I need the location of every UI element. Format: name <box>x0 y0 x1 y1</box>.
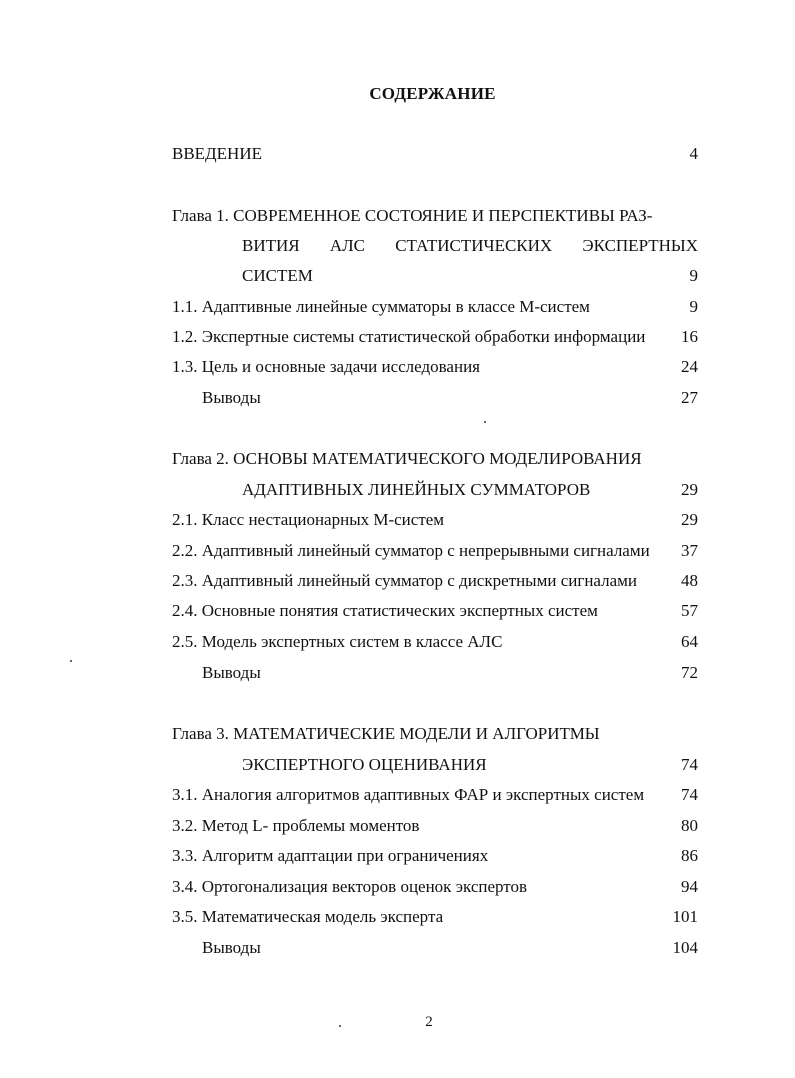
chapter-3-title-part-2: ЭКСПЕРТНОГО ОЦЕНИВАНИЯ <box>242 755 487 774</box>
toc-entry-2-2 <box>172 539 698 563</box>
chapter-3-title-part-1: Глава 3. МАТЕМАТИЧЕСКИЕ МОДЕЛИ И АЛГОРИТМЫ <box>172 724 600 743</box>
toc-page-number: 29 <box>681 480 698 499</box>
toc-entry-chapter-2-conclusions <box>172 661 698 685</box>
toc-entry-label: 3.3. Алгоритм адаптации при ограничениях <box>172 846 489 865</box>
toc-entry-2-1 <box>172 508 698 532</box>
toc-entry-1-2 <box>172 325 698 349</box>
toc-entry-chapter-1-conclusions <box>172 386 698 410</box>
toc-entry-label: 2.4. Основные понятия статистических экспертных систем <box>172 601 598 620</box>
chapter-1-heading-line-2 <box>172 234 698 258</box>
chapter-2-title-part-1: Глава 2. ОСНОВЫ МАТЕМАТИЧЕСКОГО МОДЕЛИРОВАНИЯ <box>172 449 642 468</box>
toc-entry-1-3 <box>172 355 698 379</box>
chapter-1-heading-line-3 <box>172 264 698 288</box>
toc-page-number: 104 <box>672 938 698 957</box>
chapter-3-heading-line-1 <box>172 722 698 746</box>
toc-entry-label: 2.1. Класс нестационарных М-систем <box>172 510 445 529</box>
toc-entry-label: ВВЕДЕНИЕ <box>172 144 262 163</box>
toc-entry-3-2 <box>172 814 698 838</box>
toc-page-number: 29 <box>681 510 698 529</box>
toc-page-number: 72 <box>681 663 698 682</box>
toc-page-number: 101 <box>672 907 698 926</box>
scan-speck <box>484 421 486 423</box>
scan-speck <box>70 660 72 662</box>
toc-page-number: 16 <box>681 327 698 346</box>
toc-entry-2-4 <box>172 599 698 623</box>
chapter-1-heading-line-1 <box>172 204 700 228</box>
chapter-1-title-part-3: СИСТЕМ <box>242 266 313 285</box>
toc-entry-3-3 <box>172 844 698 868</box>
toc-page-number: 4 <box>689 144 698 163</box>
toc-entry-3-5 <box>172 905 698 929</box>
chapter-3-heading-line-2 <box>172 753 698 777</box>
page-number: 2 <box>425 1014 433 1030</box>
toc-page-number: 57 <box>681 601 698 620</box>
toc-page-number: 27 <box>681 388 698 407</box>
toc-page-number: 64 <box>681 632 698 651</box>
toc-entry-label: Выводы <box>202 388 261 407</box>
chapter-2-heading-line-2 <box>172 478 698 502</box>
toc-entry-2-5 <box>172 630 698 654</box>
toc-entry-label: 1.1. Адаптивные линейные сумматоры в классе М-систем <box>172 297 590 316</box>
toc-entry-label: Выводы <box>202 663 261 682</box>
toc-page-number: 80 <box>681 816 698 835</box>
toc-page-number: 9 <box>689 266 698 285</box>
chapter-2-heading-line-1 <box>172 447 698 471</box>
chapter-1-title-part-2: ВИТИЯ АЛС СТАТИСТИЧЕСКИХ ЭКСПЕРТНЫХ <box>242 236 698 255</box>
toc-entry-label: 3.5. Математическая модель эксперта <box>172 907 444 926</box>
toc-page-number: 48 <box>681 571 698 590</box>
toc-entry-chapter-3-conclusions <box>172 936 698 960</box>
toc-page-number: 94 <box>681 877 698 896</box>
toc-entry-introduction <box>172 142 698 166</box>
scan-speck <box>339 1025 341 1027</box>
toc-entry-label: Выводы <box>202 938 261 957</box>
toc-entry-label: 3.2. Метод L- проблемы моментов <box>172 816 420 835</box>
chapter-1-title-part-1: Глава 1. СОВРЕМЕННОЕ СОСТОЯНИЕ И ПЕРСПЕКТИВЫ РАЗ- <box>172 206 653 225</box>
toc-entry-1-1 <box>172 295 698 319</box>
page-title: СОДЕРЖАНИЕ <box>369 84 496 103</box>
toc-entry-label: 3.4. Ортогонализация векторов оценок экспертов <box>172 877 528 896</box>
toc-page-number: 37 <box>681 541 698 560</box>
toc-page-number: 24 <box>681 357 698 376</box>
toc-entry-label: 1.3. Цель и основные задачи исследования <box>172 357 480 376</box>
toc-entry-label: 2.3. Адаптивный линейный сумматор с дискретными сигналами <box>172 571 638 590</box>
toc-page-number: 9 <box>689 297 698 316</box>
toc-entry-label: 2.5. Модель экспертных систем в классе АЛС <box>172 632 503 651</box>
toc-page-number: 74 <box>681 785 698 804</box>
toc-entry-label: 2.2. Адаптивный линейный сумматор с непрерывными сигналами <box>172 541 650 560</box>
toc-entry-3-1 <box>172 783 698 807</box>
toc-entry-2-3 <box>172 569 698 593</box>
toc-page-number: 74 <box>681 755 698 774</box>
toc-entry-label: 3.1. Аналогия алгоритмов адаптивных ФАР и экспертных систем <box>172 785 645 804</box>
toc-page-number: 86 <box>681 846 698 865</box>
chapter-2-title-part-2: АДАПТИВНЫХ ЛИНЕЙНЫХ СУММАТОРОВ <box>242 480 591 499</box>
toc-entry-label: 1.2. Экспертные системы статистической обработки информации <box>172 327 646 346</box>
toc-entry-3-4 <box>172 875 698 899</box>
